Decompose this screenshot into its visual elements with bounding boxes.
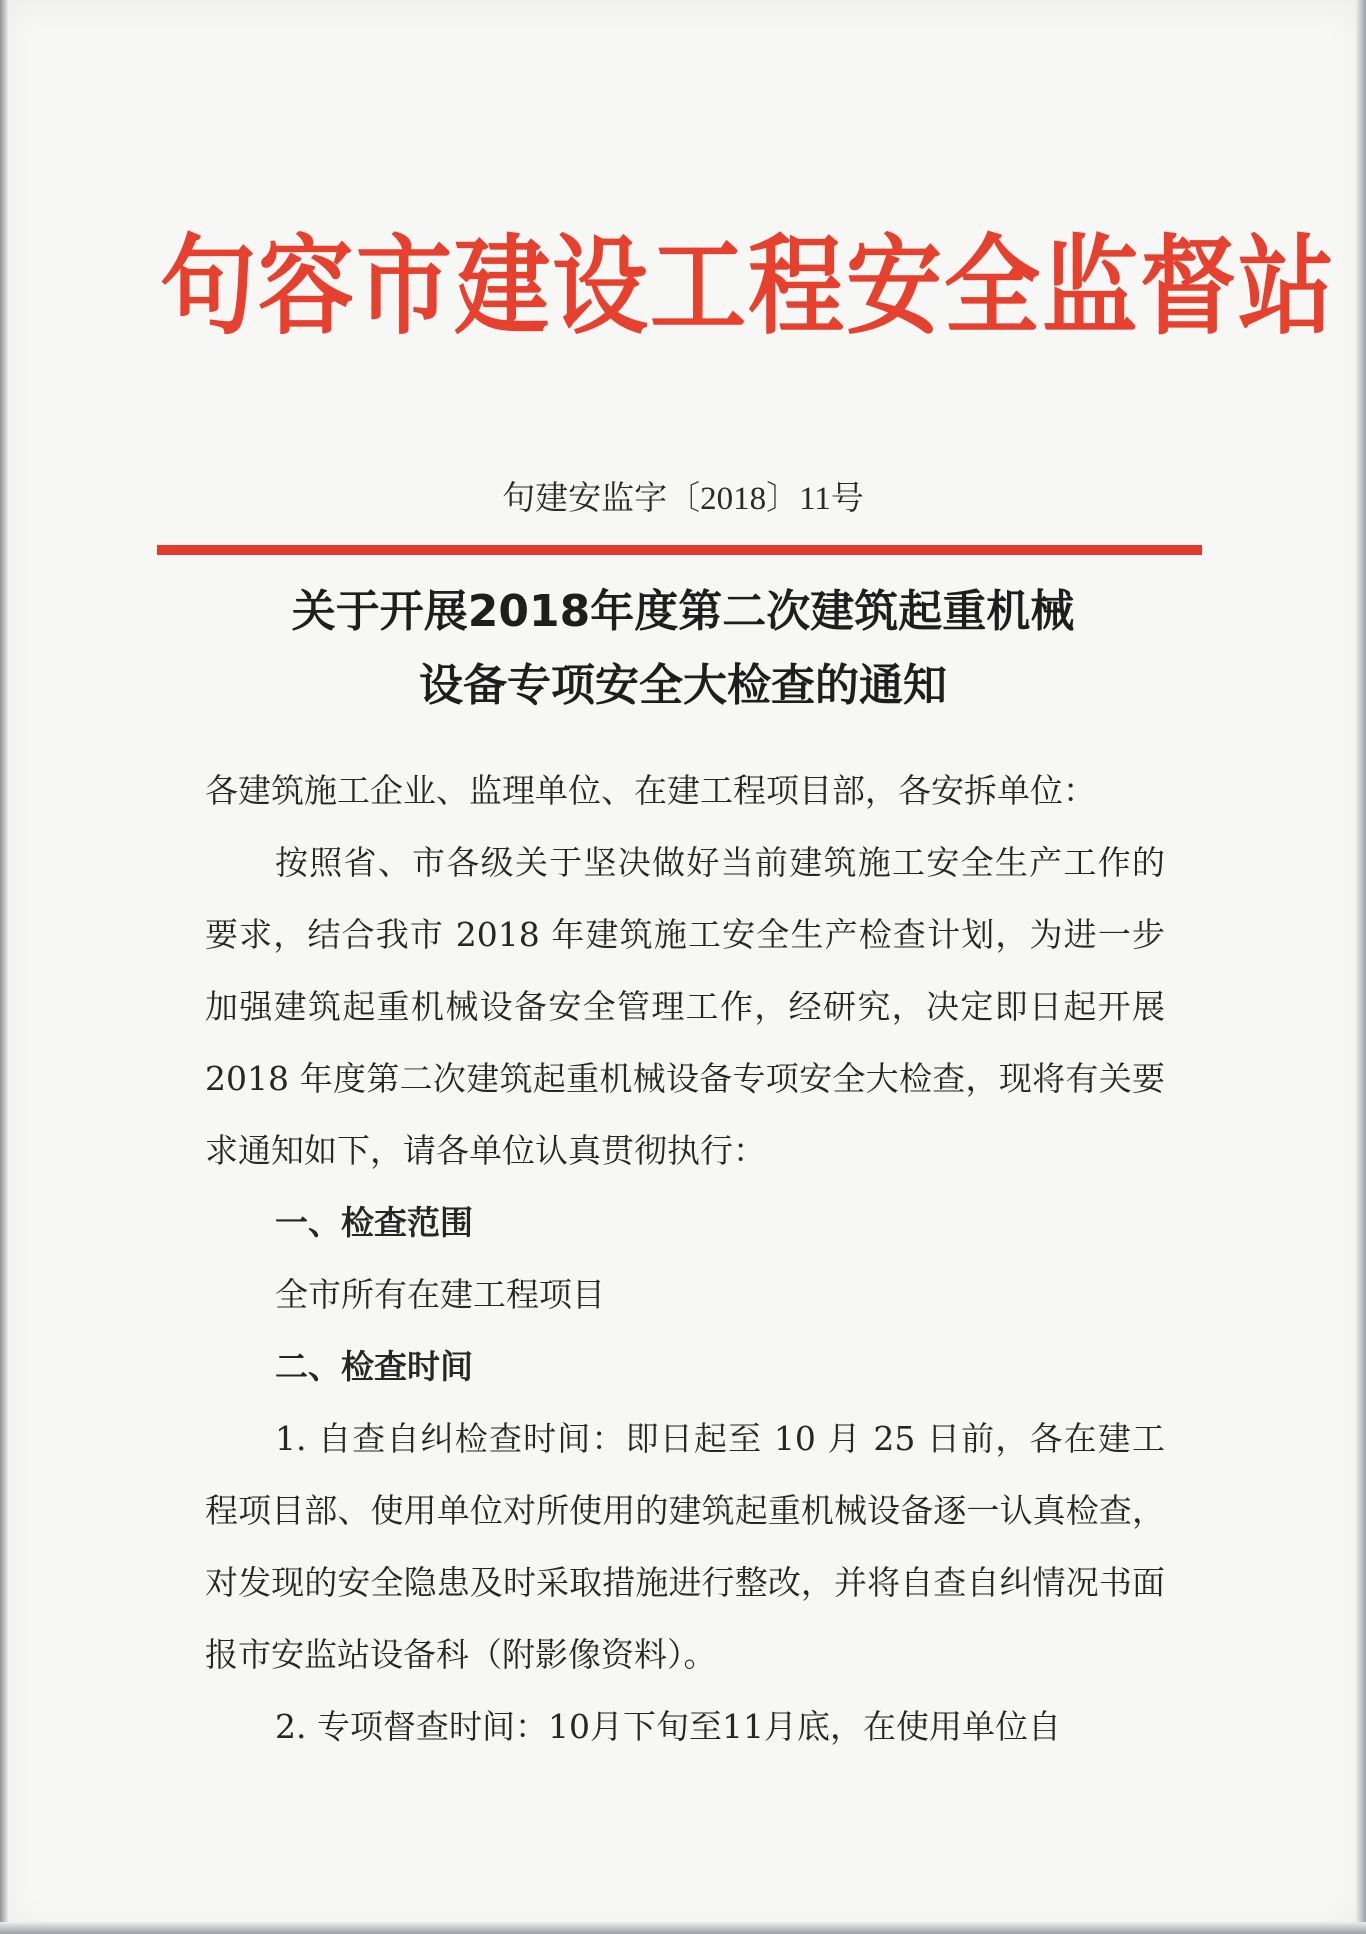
scan-edge-left [0,0,8,1934]
time-item-1: 1. 自查自纠检查时间：即日起至 10 月 25 日前，各在建工程项目部、使用单位对所使用的建筑起重机械设备逐一认真检查，对发现的安全隐患及时采取措施进行整改，并将自查自纠情况书面报市安监站设备科（附影像资料）。 [205,1419,1165,1674]
intro-paragraph: 按照省、市各级关于坚决做好当前建筑施工安全生产工作的要求，结合我市 2018 年建筑施工安全生产检查计划，为进一步加强建筑起重机械设备安全管理工作，经研究，决定即日起开展 2018 年度第二次建筑起重机械设备专项安全大检查，现将有关要求通知如下，请各单位认真贯彻执行： [205,843,1165,1170]
notice-body [205,755,1165,1763]
notice-title [150,575,1216,723]
notice-title-line-1: 关于开展2018年度第二次建筑起重机械 [291,586,1075,637]
time-item-2: 2. 专项督查时间：10月下旬至11月底，在使用单位自 [275,1707,1061,1746]
scan-edge-bottom [0,1922,1366,1934]
letterhead-title: 句容市建设工程安全监督站 [160,222,1336,350]
red-divider-line [157,545,1202,555]
scan-edge-right [1356,0,1366,1934]
section-scope-content: 全市所有在建工程项目 [275,1275,605,1314]
section-heading-time: 二、检查时间 [275,1347,473,1386]
document-number: 句建安监字〔2018〕11号 [502,481,864,517]
section-heading-scope: 一、检查范围 [275,1203,473,1242]
notice-title-line-2: 设备专项安全大检查的通知 [419,660,947,711]
salutation: 各建筑施工企业、监理单位、在建工程项目部，各安拆单位： [205,771,1096,810]
